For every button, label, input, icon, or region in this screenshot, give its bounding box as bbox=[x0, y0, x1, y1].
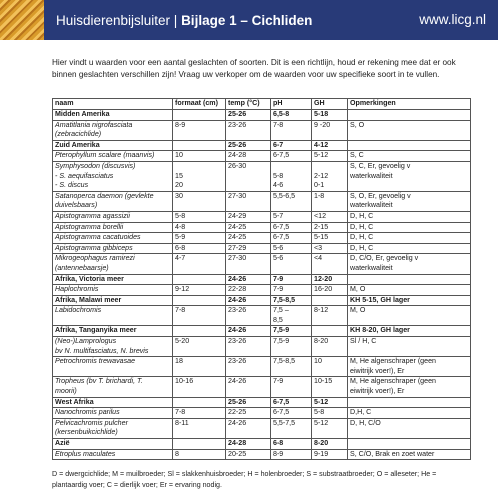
cell-gh: 1-8 bbox=[312, 191, 348, 211]
page-title bbox=[56, 13, 312, 28]
table-row bbox=[53, 377, 471, 397]
table-header-row bbox=[53, 99, 471, 110]
intro-text: Hier vindt u waarden voor een aantal geslachten of soorten. Dit is een richtlijn, houd er rekening mee dat er ook binnen geslachten verschillen zijn! Vraag uw verkoper om de waarden voor uw specifieke soort in te vullen. bbox=[52, 58, 456, 79]
cell-ph: 7,5 – 8,5 bbox=[271, 306, 312, 326]
cell-ph: 8-9 bbox=[271, 449, 312, 460]
region-cell-naam: Afrika, Victoria meer bbox=[53, 274, 173, 285]
cell-naam: Nanochromis parilus bbox=[53, 408, 173, 419]
cell-formaat: 4-7 bbox=[173, 254, 226, 274]
cell-naam: Symphysodon (discusvis) - S. aequifasciatus - S. discus bbox=[53, 161, 173, 191]
cell-formaat: 10 bbox=[173, 151, 226, 162]
cell-opmerkingen: M, He algenschraper (geen eiwitrijk voer!), Er bbox=[348, 357, 471, 377]
table-row bbox=[53, 408, 471, 419]
title-bold: Bijlage 1 – Cichliden bbox=[181, 12, 313, 28]
cell-gh: 10 bbox=[312, 357, 348, 377]
region-cell-opmerkingen bbox=[348, 439, 471, 450]
table-row bbox=[53, 337, 471, 357]
region-cell-formaat bbox=[173, 274, 226, 285]
cell-temp: 23-26 bbox=[226, 357, 271, 377]
cell-gh: 8-12 bbox=[312, 306, 348, 326]
cell-ph: 5,5-6,5 bbox=[271, 191, 312, 211]
cell-ph: 7,5-8,5 bbox=[271, 357, 312, 377]
region-cell-opmerkingen bbox=[348, 110, 471, 121]
cell-ph: 5,5-7,5 bbox=[271, 418, 312, 438]
region-cell-opmerkingen bbox=[348, 274, 471, 285]
cell-gh: 16-20 bbox=[312, 285, 348, 296]
region-cell-temp: 24-26 bbox=[226, 274, 271, 285]
cell-temp: 24-25 bbox=[226, 233, 271, 244]
cell-temp: 23-26 bbox=[226, 306, 271, 326]
region-cell-opmerkingen: KH 5-15, GH lager bbox=[348, 295, 471, 306]
cell-formaat: 5-8 bbox=[173, 211, 226, 222]
table-row bbox=[53, 233, 471, 244]
cell-temp: 23-26 bbox=[226, 120, 271, 140]
region-row bbox=[53, 110, 471, 121]
cell-naam: Apistogramma gibbiceps bbox=[53, 243, 173, 254]
cell-formaat: 8-11 bbox=[173, 418, 226, 438]
region-cell-gh: 5-18 bbox=[312, 110, 348, 121]
table-row bbox=[53, 418, 471, 438]
legend-text: D = dwergcichlide; M = muilbroeder; Sl = slakkenhuisbroeder; H = holenbroeder; S = substraatbroeder; O = alleseter; He = plantaardig voer; C = dierlijk voer; Er = ervaring nodig. bbox=[52, 470, 437, 489]
cell-temp: 27-30 bbox=[226, 191, 271, 211]
region-cell-formaat bbox=[173, 140, 226, 151]
cell-opmerkingen: M, He algenschraper (geen eiwitrijk voer!), Er bbox=[348, 377, 471, 397]
cell-gh: 8-20 bbox=[312, 337, 348, 357]
col-header-formaat: formaat (cm) bbox=[173, 99, 226, 110]
cell-ph: 5-6 bbox=[271, 243, 312, 254]
cell-formaat: 9-12 bbox=[173, 285, 226, 296]
cell-formaat: 15 20 bbox=[173, 161, 226, 191]
cell-opmerkingen: D, H, C bbox=[348, 243, 471, 254]
cell-ph: 6-7,5 bbox=[271, 222, 312, 233]
cell-formaat: 18 bbox=[173, 357, 226, 377]
cell-formaat: 7-8 bbox=[173, 408, 226, 419]
cell-naam: Satanoperca daemon (gevlekte duivelsbaars) bbox=[53, 191, 173, 211]
cell-gh: 5-12 bbox=[312, 418, 348, 438]
table-row bbox=[53, 211, 471, 222]
region-cell-temp: 25-26 bbox=[226, 140, 271, 151]
region-cell-gh: 4-12 bbox=[312, 140, 348, 151]
region-row bbox=[53, 439, 471, 450]
cell-opmerkingen: S, O bbox=[348, 120, 471, 140]
cell-formaat: 4-8 bbox=[173, 222, 226, 233]
region-cell-ph: 6,5-8 bbox=[271, 110, 312, 121]
table-body bbox=[53, 110, 471, 460]
table-row bbox=[53, 243, 471, 254]
cell-ph: 6-7,5 bbox=[271, 408, 312, 419]
cell-opmerkingen: S, O, Er, gevoelig v waterkwaliteit bbox=[348, 191, 471, 211]
col-header-ph: pH bbox=[271, 99, 312, 110]
cell-formaat: 5-20 bbox=[173, 337, 226, 357]
cell-temp: 20-25 bbox=[226, 449, 271, 460]
cell-naam: Apistogramma cacatuoides bbox=[53, 233, 173, 244]
cell-gh: 10-15 bbox=[312, 377, 348, 397]
cell-temp: 27-30 bbox=[226, 254, 271, 274]
cell-temp: 24-26 bbox=[226, 377, 271, 397]
region-row bbox=[53, 295, 471, 306]
cell-opmerkingen: Sl / H, C bbox=[348, 337, 471, 357]
cell-naam: Etroplus maculates bbox=[53, 449, 173, 460]
cell-gh: 9-19 bbox=[312, 449, 348, 460]
cell-naam: Tropheus (bv T. brichardi, T. moorii) bbox=[53, 377, 173, 397]
cell-gh: <12 bbox=[312, 211, 348, 222]
cell-formaat: 6-8 bbox=[173, 243, 226, 254]
col-header-temp: temp (°C) bbox=[226, 99, 271, 110]
cell-formaat: 8 bbox=[173, 449, 226, 460]
cell-naam: Pelvicachromis pulcher (kersenbuikcichlide) bbox=[53, 418, 173, 438]
cell-formaat: 30 bbox=[173, 191, 226, 211]
cell-ph: 5-7 bbox=[271, 211, 312, 222]
cell-opmerkingen: S, C, Er, gevoelig v waterkwaliteit bbox=[348, 161, 471, 191]
cell-opmerkingen: S, C bbox=[348, 151, 471, 162]
table-row bbox=[53, 357, 471, 377]
region-cell-naam: Afrika, Malawi meer bbox=[53, 295, 173, 306]
region-cell-temp: 24-26 bbox=[226, 295, 271, 306]
region-cell-formaat bbox=[173, 439, 226, 450]
col-header-gh: GH bbox=[312, 99, 348, 110]
cell-opmerkingen: M, O bbox=[348, 285, 471, 296]
region-cell-gh: 8-20 bbox=[312, 439, 348, 450]
title-prefix: Huisdierenbijsluiter | bbox=[56, 12, 182, 28]
cell-opmerkingen: D,H, C bbox=[348, 408, 471, 419]
region-cell-formaat bbox=[173, 326, 226, 337]
website-link[interactable]: www.licg.nl bbox=[419, 12, 486, 27]
cell-opmerkingen: M, O bbox=[348, 306, 471, 326]
cell-ph: 6-7,5 bbox=[271, 151, 312, 162]
cell-temp: 24-25 bbox=[226, 222, 271, 233]
table-row bbox=[53, 285, 471, 296]
region-cell-opmerkingen bbox=[348, 397, 471, 408]
region-cell-naam: West Afrika bbox=[53, 397, 173, 408]
region-row bbox=[53, 274, 471, 285]
cell-formaat: 10-16 bbox=[173, 377, 226, 397]
cell-gh: <4 bbox=[312, 254, 348, 274]
region-cell-gh: 12-20 bbox=[312, 274, 348, 285]
cell-temp: 24-26 bbox=[226, 418, 271, 438]
region-cell-ph: 6-7 bbox=[271, 140, 312, 151]
cell-opmerkingen: S, C/O, Brak en zoet water bbox=[348, 449, 471, 460]
region-cell-formaat bbox=[173, 110, 226, 121]
cell-naam: Pterophyllum scalare (maanvis) bbox=[53, 151, 173, 162]
cell-gh: 9 -20 bbox=[312, 120, 348, 140]
cell-temp: 26-30 bbox=[226, 161, 271, 191]
cell-gh: 5-12 bbox=[312, 151, 348, 162]
cell-opmerkingen: D, H, C bbox=[348, 222, 471, 233]
col-header-opmerkingen: Opmerkingen bbox=[348, 99, 471, 110]
page-header bbox=[0, 0, 498, 40]
table-row bbox=[53, 254, 471, 274]
cell-temp: 22-28 bbox=[226, 285, 271, 296]
cell-ph: 5-8 4-6 bbox=[271, 161, 312, 191]
region-cell-formaat bbox=[173, 397, 226, 408]
cell-gh: 2-15 bbox=[312, 222, 348, 233]
region-cell-temp: 25-26 bbox=[226, 397, 271, 408]
cell-ph: 7-9 bbox=[271, 285, 312, 296]
cell-naam: Mikrogeophagus ramirezi (antennebaarsje) bbox=[53, 254, 173, 274]
cell-ph: 7,5-9 bbox=[271, 337, 312, 357]
region-cell-ph: 7-9 bbox=[271, 274, 312, 285]
cell-gh: 5-15 bbox=[312, 233, 348, 244]
cell-naam: Petrochromis trewavasae bbox=[53, 357, 173, 377]
cell-temp: 27-29 bbox=[226, 243, 271, 254]
region-cell-naam: Midden Amerika bbox=[53, 110, 173, 121]
cell-gh: <3 bbox=[312, 243, 348, 254]
table-row bbox=[53, 449, 471, 460]
region-cell-ph: 6-8 bbox=[271, 439, 312, 450]
table-row bbox=[53, 222, 471, 233]
cell-naam: Amatitlania nigrofasciata (zebracichlide) bbox=[53, 120, 173, 140]
cell-opmerkingen: D, H, C bbox=[348, 211, 471, 222]
cell-opmerkingen: D, H, C/O bbox=[348, 418, 471, 438]
region-cell-temp: 24-26 bbox=[226, 326, 271, 337]
region-cell-opmerkingen: KH 8-20, GH lager bbox=[348, 326, 471, 337]
cell-ph: 5-6 bbox=[271, 254, 312, 274]
region-cell-temp: 25-26 bbox=[226, 110, 271, 121]
cell-naam: Labidochromis bbox=[53, 306, 173, 326]
cell-temp: 22-25 bbox=[226, 408, 271, 419]
region-cell-ph: 7,5-9 bbox=[271, 326, 312, 337]
cell-temp: 24-28 bbox=[226, 151, 271, 162]
col-header-naam: naam bbox=[53, 99, 173, 110]
cell-temp: 23-26 bbox=[226, 337, 271, 357]
cell-ph: 7-9 bbox=[271, 377, 312, 397]
region-cell-gh bbox=[312, 295, 348, 306]
region-cell-naam: Afrika, Tanganyika meer bbox=[53, 326, 173, 337]
table-row bbox=[53, 191, 471, 211]
cell-naam: (Neo-)Lamprologus bv N. multifasciatus, N. brevis bbox=[53, 337, 173, 357]
licg-logo bbox=[0, 0, 44, 40]
cichliden-table bbox=[52, 98, 471, 460]
table-row bbox=[53, 161, 471, 191]
cell-formaat: 5-9 bbox=[173, 233, 226, 244]
table-row bbox=[53, 306, 471, 326]
cell-ph: 6-7,5 bbox=[271, 233, 312, 244]
region-cell-naam: Azië bbox=[53, 439, 173, 450]
region-cell-opmerkingen bbox=[348, 140, 471, 151]
cell-gh: 5-8 bbox=[312, 408, 348, 419]
cell-formaat: 8-9 bbox=[173, 120, 226, 140]
region-cell-naam: Zuid Amerika bbox=[53, 140, 173, 151]
region-cell-temp: 24-28 bbox=[226, 439, 271, 450]
table-row bbox=[53, 120, 471, 140]
region-cell-formaat bbox=[173, 295, 226, 306]
region-cell-ph: 7,5-8,5 bbox=[271, 295, 312, 306]
cell-naam: Apistogramma borellii bbox=[53, 222, 173, 233]
cell-opmerkingen: D, C/O, Er, gevoelig v waterkwaliteit bbox=[348, 254, 471, 274]
cell-ph: 7-8 bbox=[271, 120, 312, 140]
cell-temp: 24-29 bbox=[226, 211, 271, 222]
region-cell-gh: 5-12 bbox=[312, 397, 348, 408]
table-row bbox=[53, 151, 471, 162]
region-row bbox=[53, 326, 471, 337]
cell-naam: Haplochromis bbox=[53, 285, 173, 296]
cell-naam: Apistogramma agassizii bbox=[53, 211, 173, 222]
region-cell-gh bbox=[312, 326, 348, 337]
cell-gh: 2-12 0-1 bbox=[312, 161, 348, 191]
region-row bbox=[53, 397, 471, 408]
cell-opmerkingen: D, H, C bbox=[348, 233, 471, 244]
region-row bbox=[53, 140, 471, 151]
cell-formaat: 7-8 bbox=[173, 306, 226, 326]
region-cell-ph: 6-7,5 bbox=[271, 397, 312, 408]
